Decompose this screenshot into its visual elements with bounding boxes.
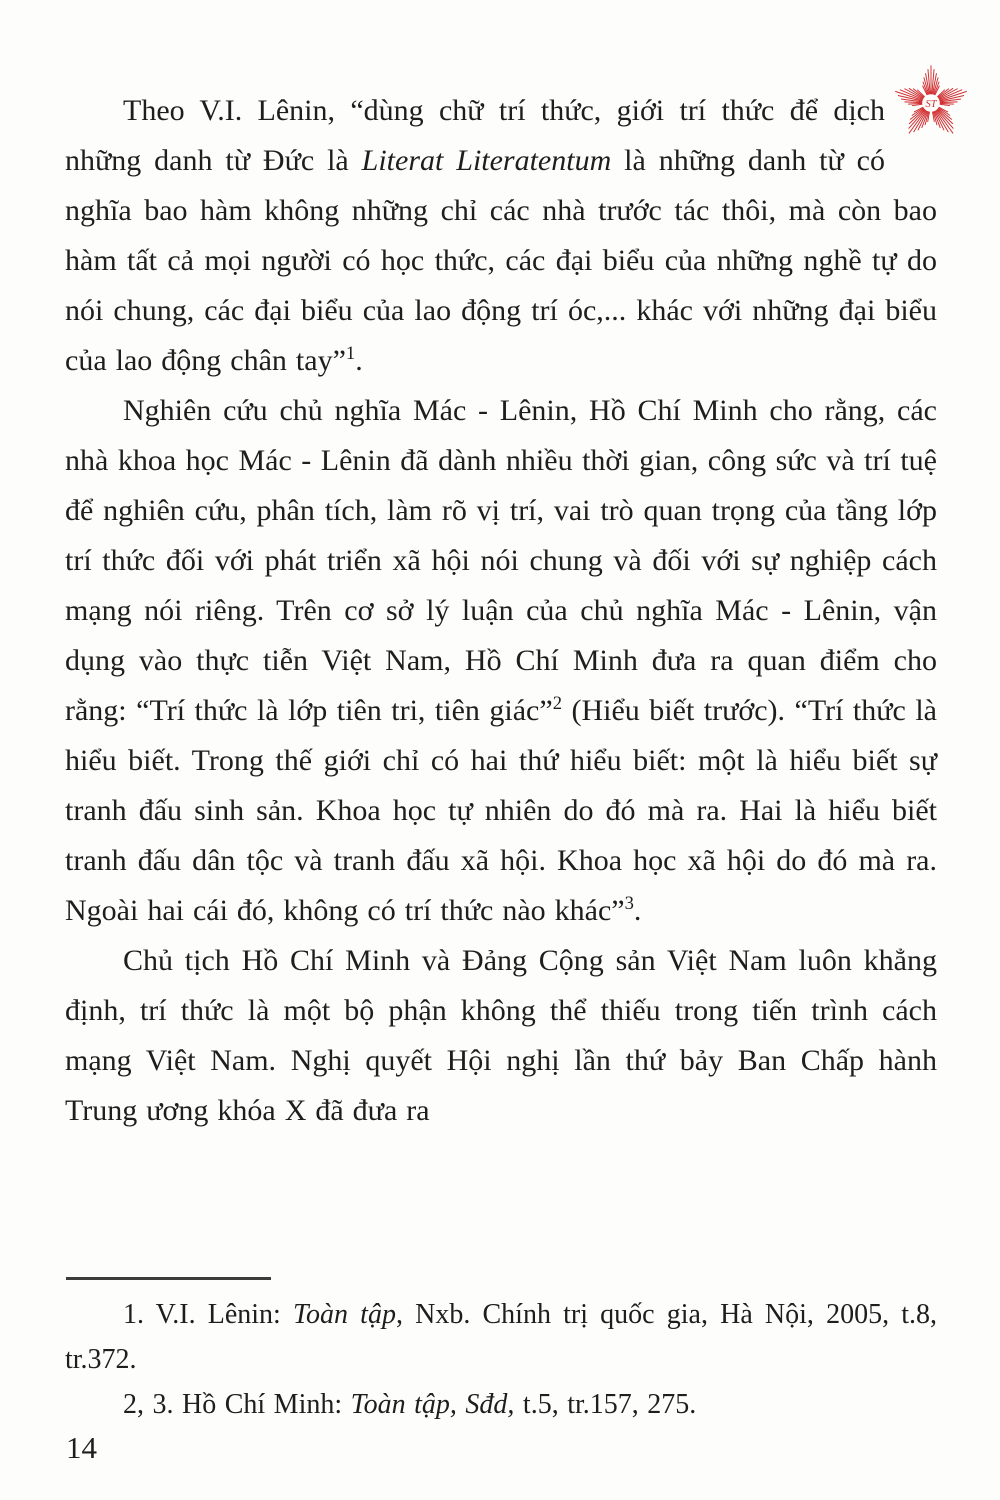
- paragraph-hochiminh-view: Nghiên cứu chủ nghĩa Mác - Lênin, Hồ Chí Minh cho rằng, các nhà khoa học Mác - Lênin đã dành nhiều thời gian, công sức và trí tuệ để nghiên cứu, phân tích, làm rõ vị trí, vai trò quan trọng của tầng lớp trí thức đối với phát triển xã hội nói chung và đối với sự nghiệp cách mạng nói riêng. Trên cơ sở lý luận của chủ nghĩa Mác - Lênin, vận dụng vào thực tiễn Việt Nam, Hồ Chí Minh đưa ra quan điểm cho rằng: “Trí thức là lớp tiên tri, tiên giác”$^2$ (Hiểu biết trước). “Trí thức là hiểu biết. Trong thế giới chỉ có hai thứ hiểu biết: một là hiểu biết sự tranh đấu sinh sản. Khoa học tự nhiên do đó mà ra. Hai là hiểu biết tranh đấu dân tộc và tranh đấu xã hội. Khoa học xã hội do đó mà ra. Ngoài hai cái đó, không có trí thức nào khác”$^3$.: [65, 394, 937, 927]
- footnotes-block: [65, 1292, 937, 1427]
- footnote-1: 1. V.I. Lênin: Toàn tập, Nxb. Chính trị quốc gia, Hà Nội, 2005, t.8, tr.372.: [65, 1299, 938, 1375]
- logo-monogram: ST: [925, 99, 937, 110]
- paragraph-party-position: Chủ tịch Hồ Chí Minh và Đảng Cộng sản Việt Nam luôn khẳng định, trí thức là một bộ phận không thể thiếu trong tiến trình cách mạng Việt Nam. Nghị quyết Hội nghị lần thứ bảy Ban Chấp hành Trung ương khóa X đã đưa ra: [65, 944, 937, 1127]
- footnote-separator: [66, 1277, 271, 1280]
- paragraph-lenin-quote: Theo V.I. Lênin, “dùng chữ trí thức, giới trí thức để dịch những danh từ Đức là Literat Literatentum là những danh từ có nghĩa bao hàm không những chỉ các nhà trước tác thôi, mà còn bao hàm tất cả mọi người có học thức, các đại biểu của những nghề tự do nói chung, các đại biểu của lao động trí óc,... khác với những đại biểu của lao động chân tay”$^1$.: [65, 94, 937, 377]
- page-number: 14: [66, 1430, 97, 1465]
- logo-wrap-spacer: [885, 86, 937, 144]
- main-text-block: [65, 86, 937, 1136]
- footnote-2-3: 2, 3. Hồ Chí Minh: Toàn tập, Sđd, t.5, tr.157, 275.: [123, 1389, 697, 1420]
